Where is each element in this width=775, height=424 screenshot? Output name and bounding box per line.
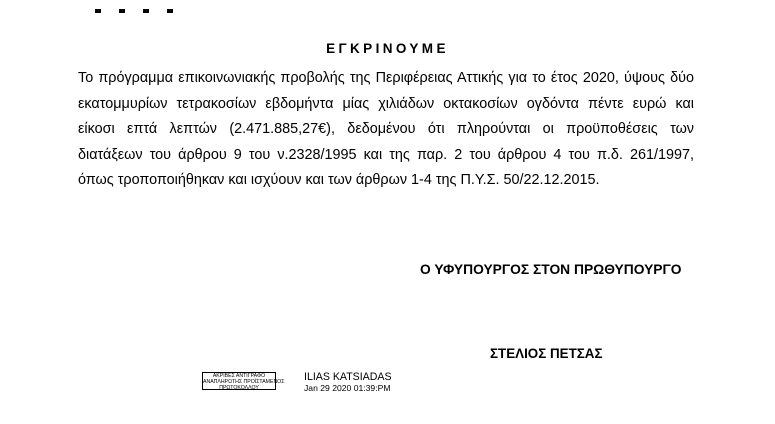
body-line: είκοσι επτά λεπτών (2.471.885,27€), δεδομένου ότι πληρούνται οι προϋποθέσεις των bbox=[78, 121, 694, 138]
stamp-line: ΑΝΑΠΛΗΡΩΤΗΣ ΠΡΟΪΣΤΑΜΕΝΟΣ bbox=[203, 379, 285, 385]
certified-copy-stamp bbox=[202, 372, 285, 391]
signer-name: ΣΤΕΛΙΟΣ ΠΕΤΣΑΣ bbox=[490, 346, 603, 361]
official-title: Ο ΥΦΥΠΟΥΡΓΟΣ ΣΤΟΝ ΠΡΩΘΥΠΟΥΡΓΟ bbox=[420, 262, 682, 277]
digital-signature-date: Jan 29 2020 01:39:PM bbox=[304, 383, 391, 393]
approval-heading: ΕΓΚΡΙΝΟΥΜΕ bbox=[326, 41, 449, 56]
digital-signature-name: ILIAS KATSIADAS bbox=[304, 371, 392, 383]
body-line: Το πρόγραμμα επικοινωνιακής προβολής της Περιφέρειας Αττικής για το έτος 2020, ύψους δύο bbox=[78, 70, 694, 86]
body-line: όπως τροποποιήθηκαν και ισχύουν και των άρθρων 1-4 της Π.Υ.Σ. 50/22.12.2015. bbox=[78, 172, 600, 189]
stamp-line: ΑΚΡΙΒΕΣ ΑΝΤΙΓΡΑΦΟ bbox=[212, 373, 266, 379]
approval-body bbox=[78, 66, 694, 194]
stamp-line: ΠΡΩΤΟΚΟΛΛΟΥ bbox=[219, 385, 259, 391]
body-line: εκατομμυρίων τετρακοσίων εβδομήντα μίας χιλιάδων οκτακοσίων ογδόντα πέντε ευρώ και bbox=[78, 95, 694, 112]
digital-signature bbox=[304, 371, 392, 394]
cropped-text-fragment bbox=[95, 0, 205, 4]
body-line: διατάξεων του άρθρου 9 του ν.2328/1995 και της παρ. 2 του άρθρου 4 του π.δ. 261/1997, bbox=[78, 146, 694, 163]
